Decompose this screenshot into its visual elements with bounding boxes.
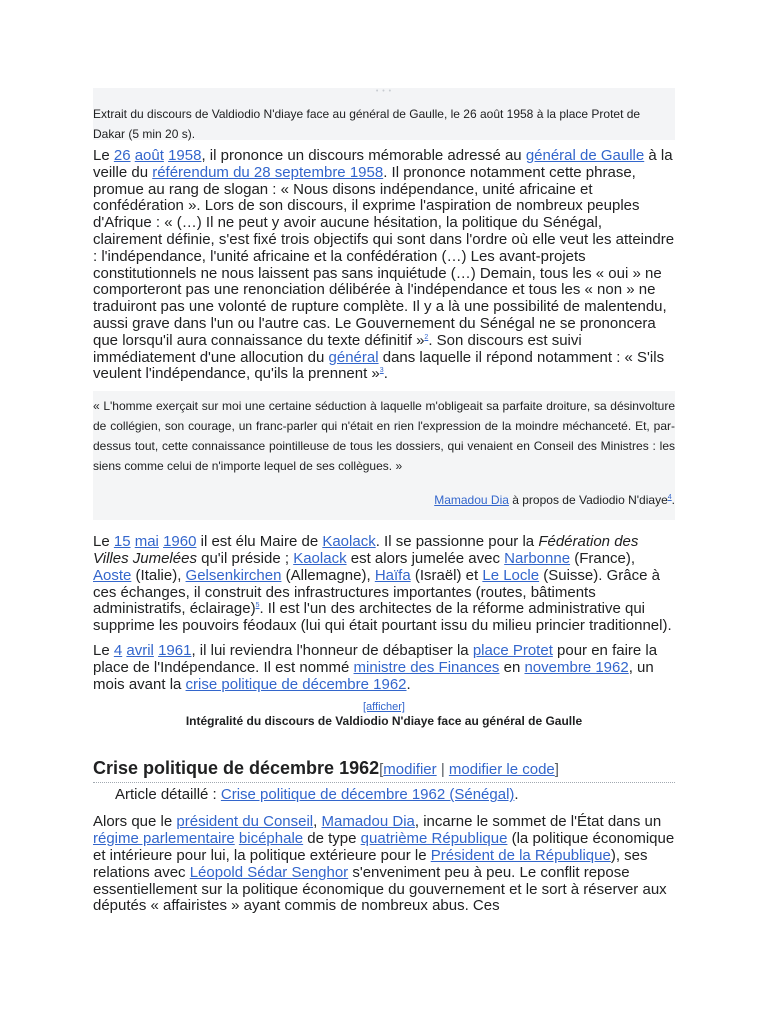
text: Le: [93, 533, 114, 551]
link-president-conseil[interactable]: président du Conseil: [176, 813, 314, 831]
text: .: [514, 786, 519, 804]
link-mamadou-dia-2[interactable]: Mamadou Dia: [321, 813, 415, 831]
text: à la veille du: [93, 147, 673, 181]
text: (Israël) et: [410, 566, 483, 584]
link-general-de-gaulle[interactable]: général de Gaulle: [525, 147, 645, 164]
quote-attribution: [93, 490, 675, 510]
hatnote: [115, 786, 675, 804]
text: , il lui reviendra l'honneur de débaptiser la: [191, 641, 473, 659]
reference-2[interactable]: 2: [424, 333, 429, 341]
link-avril[interactable]: avril: [126, 641, 154, 659]
link-26[interactable]: 26: [113, 147, 131, 164]
media-caption: Extrait du discours de Valdiodio N'diaye face au général de Gaulle, le 26 août 1958 à la place Protet de Dakar (5 min 20 s).: [93, 107, 641, 141]
text: Le: [93, 641, 114, 659]
link-1958[interactable]: 1958: [168, 147, 202, 164]
link-15[interactable]: 15: [113, 533, 131, 551]
media-dots: • • •: [375, 88, 393, 95]
link-place-protet[interactable]: place Protet: [472, 641, 553, 659]
link-crise-politique[interactable]: crise politique de décembre 1962: [185, 675, 407, 693]
text: . Il prononce notamment cette phrase, promue au rang de slogan : « Nous disons indépendance, unité africaine et confédération ». Lors de son discours, il exprime l'aspiration de nombreux peuples d'Afrique : « (…) Il ne peut y avoir aucune hésitation, la politique du Sénégal, clairement définie, s'est fixé trois objectifs qui sont dans l'ordre où elle veut les atteindre : l'indépendance, l'unité africaine et la confédération (…) Les avant-projets constitutionnels ne nous laissent pas sans inquiétude (…) Demain, tous les « oui » ne comporteront pas une renonciation délibérée à l'indépendance et tous les « non » ne traduiront pas une volonté de rupture complète. Il y a là une possibilité de malentendu, aussi grave dans l'un ou l'autre cas. Le Gouvernement du Sénégal ne se prononcera que lorsqu'il aura connaissance du texte définitif »: [93, 163, 675, 349]
edit-link[interactable]: modifier: [383, 761, 437, 779]
paragraph-discours: [93, 148, 675, 383]
link-quatrieme-republique[interactable]: quatrième République: [360, 830, 508, 848]
heading-text: Crise politique de décembre 1962: [93, 758, 380, 779]
quote-text: « L'homme exerçait sur moi une certaine séduction à laquelle m'obligeait sa parfaite droiture, sa désinvolture de collégien, son courage, un franc-parler qui n'était en rien l'expression de la moindre méchanceté. Et, par-dessus tout, cette connaissance pointilleuse de tous les dossiers, qui venaient en Conseil des Ministres : les siens comme celui de n'importe lequel de ses collègues. »: [93, 399, 675, 474]
text: dans laquelle il répond notamment : « S'ils veulent l'indépendance, qu'ils la prennent »: [93, 348, 665, 383]
text: (la politique économique et intérieure pour lui, la politique extérieure pour le: [93, 830, 675, 864]
text: .: [406, 675, 411, 693]
link-le-locle[interactable]: Le Locle: [482, 566, 540, 584]
text: Le: [93, 147, 114, 164]
link-detailed-article[interactable]: Crise politique de décembre 1962 (Sénégal): [220, 786, 515, 804]
text: , un mois avant la: [93, 658, 654, 693]
link-mai[interactable]: mai: [134, 533, 159, 551]
text: .: [383, 365, 388, 383]
text: s'enveniment peu à peu. Le conflit repose essentiellement sur la politique économique du gouvernement et le sort à réserver aux députés « affairistes » ayant commis de nombreux abus. Ces: [93, 863, 667, 915]
section-heading: [93, 757, 675, 783]
text: en: [499, 658, 525, 676]
link-kaolack[interactable]: Kaolack: [322, 533, 376, 551]
italic-text: Fédération des Villes Jumelées: [93, 533, 639, 567]
link-referendum[interactable]: référendum du 28 septembre 1958: [152, 163, 384, 181]
text: . Il est l'un des architectes de la réforme administrative qui supprime les pouvoirs féodaux (lui qui était pourtant issu du milieu princier traditionnel).: [93, 600, 672, 635]
link-haifa[interactable]: Haïfa: [374, 566, 411, 584]
text: Alors que le: [93, 813, 177, 831]
link-general[interactable]: général: [328, 348, 379, 366]
text: (Suisse). Grâce à ces échanges, il construit des infrastructures importantes (routes, bâtiments administratifs, éclairage): [93, 566, 660, 618]
link-kaolack-2[interactable]: Kaolack: [293, 549, 347, 567]
text: pour en faire la place de l'Indépendance. Il est nommé: [93, 641, 658, 676]
text: de type: [303, 830, 361, 848]
link-4[interactable]: 4: [113, 641, 123, 659]
link-ministre-finances[interactable]: ministre des Finances: [353, 658, 500, 676]
link-regime-parlementaire[interactable]: régime parlementaire: [93, 830, 235, 848]
separator: |: [436, 761, 449, 779]
link-mamadou-dia[interactable]: Mamadou Dia: [434, 493, 509, 508]
reference-5[interactable]: 5: [255, 602, 260, 610]
hatnote-label: Article détaillé :: [115, 786, 221, 804]
text: , il prononce un discours mémorable adressé au: [201, 147, 526, 164]
reference-3[interactable]: 3: [379, 367, 384, 375]
link-narbonne[interactable]: Narbonne: [504, 549, 571, 567]
text: qu'il préside ;: [196, 549, 294, 567]
text: . Son discours est suivi immédiatement d'une allocution du: [93, 331, 582, 366]
edit-code-link[interactable]: modifier le code: [448, 761, 555, 779]
bracket: ]: [554, 761, 559, 779]
link-aout[interactable]: août: [134, 147, 164, 164]
paragraph-independance: [93, 643, 675, 693]
paragraph-maire: [93, 534, 675, 635]
text: (Italie),: [131, 566, 186, 584]
text: il est élu Maire de: [196, 533, 323, 551]
audio-media-box: [93, 88, 675, 140]
link-president-republique[interactable]: Président de la République: [430, 846, 611, 864]
link-senghor[interactable]: Léopold Sédar Senghor: [189, 863, 349, 881]
link-novembre-1962[interactable]: novembre 1962: [524, 658, 629, 676]
reference-4[interactable]: 4: [667, 494, 672, 502]
text: à propos de Vadiodio N'diaye: [508, 493, 668, 508]
collapsible-title: Intégralité du discours de Valdiodio N'diaye face au général de Gaulle: [185, 714, 583, 729]
collapsible-discours: [93, 701, 675, 729]
text: .: [671, 493, 675, 508]
quote-box: [93, 391, 675, 520]
text: est alors jumelée avec: [346, 549, 505, 567]
text: ,: [313, 813, 322, 831]
article-content: [93, 88, 675, 923]
link-1960[interactable]: 1960: [163, 533, 197, 551]
link-aoste[interactable]: Aoste: [93, 566, 132, 584]
link-1961[interactable]: 1961: [158, 641, 192, 659]
text: (France),: [570, 549, 636, 567]
text: , incarne le sommet de l'État dans un: [414, 813, 662, 831]
edit-section-links: [379, 761, 559, 778]
text: ), ses relations avec: [93, 846, 648, 881]
paragraph-crise: [93, 814, 675, 915]
link-bicephale[interactable]: bicéphale: [238, 830, 304, 848]
text: (Allemagne),: [281, 566, 375, 584]
text: . Il se passionne pour la: [375, 533, 539, 551]
bracket: [: [379, 761, 384, 779]
link-gelsenkirchen[interactable]: Gelsenkirchen: [185, 566, 282, 584]
show-toggle-link[interactable]: [afficher]: [363, 701, 405, 714]
